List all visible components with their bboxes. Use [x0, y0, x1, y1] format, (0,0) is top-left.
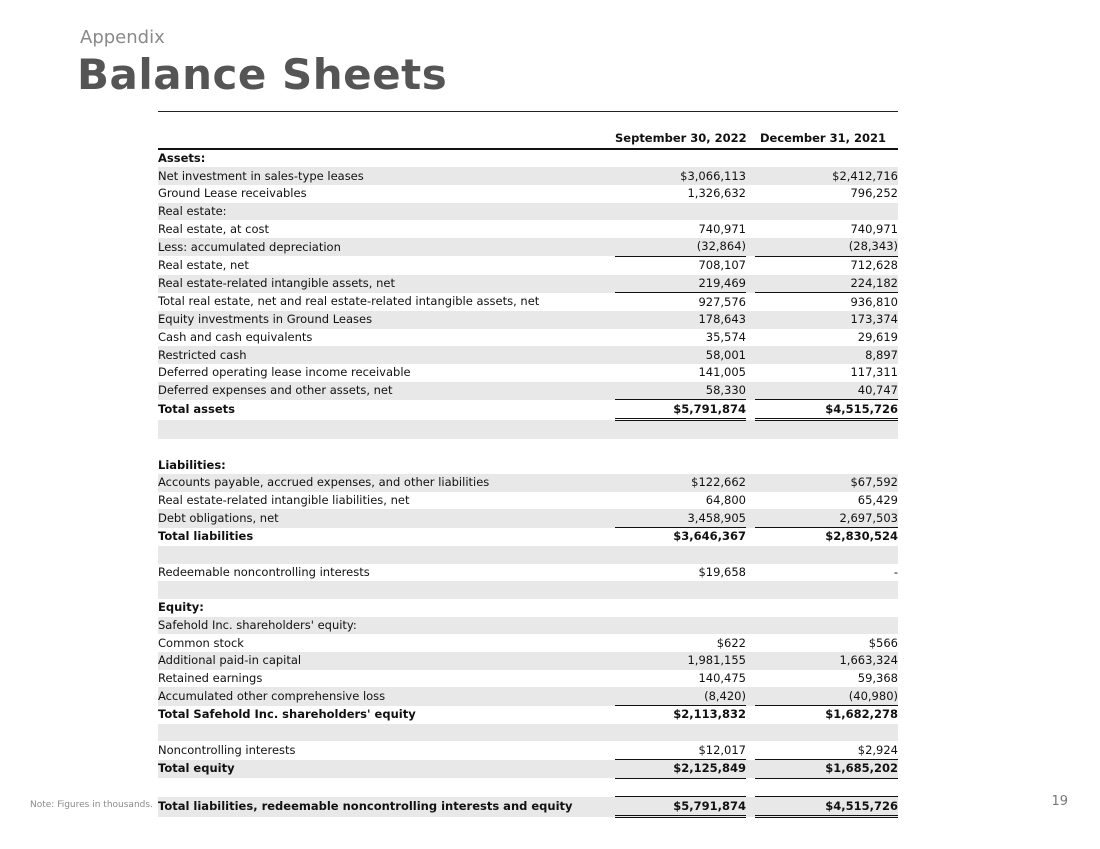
row-label: Real estate:: [158, 203, 615, 221]
table-row: [158, 256, 898, 274]
spacer-row: [158, 581, 898, 599]
value-2022: $2,125,849: [615, 760, 746, 779]
spacer-row: [158, 778, 898, 797]
row-label: Restricted cash: [158, 346, 615, 364]
table-row: [158, 474, 898, 492]
header-divider: [158, 111, 898, 112]
value-2021: 117,311: [850, 365, 898, 380]
value-2022: $12,017: [615, 741, 746, 759]
row-label: Redeemable noncontrolling interests: [158, 564, 370, 579]
table-row: [158, 670, 898, 688]
table-row: [158, 634, 898, 652]
table-row: [158, 167, 898, 185]
section-kicker: Appendix: [80, 27, 165, 48]
spacer-row: [158, 420, 898, 439]
value-2021: $2,924: [755, 741, 898, 759]
value-2021: 1,663,324: [755, 652, 898, 670]
value-2022: $19,658: [698, 564, 746, 579]
column-header-sep-2022: September 30, 2022: [615, 130, 746, 149]
value-2021: $4,515,726: [755, 400, 898, 420]
value-2021: $2,412,716: [755, 167, 898, 185]
table-row: [158, 149, 898, 168]
balance-sheet-table: [158, 130, 898, 818]
value-2021: 59,368: [857, 670, 898, 685]
spacer-row: [158, 546, 898, 564]
table-row: [158, 599, 898, 617]
value-2021: -: [893, 564, 898, 579]
value-2021: $1,682,278: [825, 707, 898, 722]
value-2021: 173,374: [755, 311, 898, 329]
value-2021: (28,343): [755, 238, 898, 256]
row-label: Accumulated other comprehensive loss: [158, 687, 615, 705]
value-2021: 2,697,503: [755, 509, 898, 527]
table-row: [158, 203, 898, 221]
table-row: [158, 293, 898, 311]
table-row: [158, 528, 898, 546]
value-2021: 8,897: [755, 346, 898, 364]
table-row: [158, 741, 898, 759]
table-row: [158, 346, 898, 364]
page-number: 19: [1051, 794, 1068, 809]
row-label: Ground Lease receivables: [158, 186, 307, 201]
table-row: [158, 238, 898, 256]
row-label: Deferred expenses and other assets, net: [158, 382, 615, 400]
table-row: [158, 456, 898, 474]
section-heading: Equity:: [158, 600, 204, 615]
table-row: [158, 275, 898, 293]
row-label: Real estate, at cost: [158, 221, 270, 236]
value-2022: (32,864): [615, 238, 746, 256]
table-row: [158, 760, 898, 779]
row-label: Equity investments in Ground Leases: [158, 311, 615, 329]
row-label: Additional paid-in capital: [158, 652, 615, 670]
table-row: [158, 687, 898, 705]
row-label: Real estate-related intangible liabilities, net: [158, 493, 410, 508]
row-label: Real estate, net: [158, 257, 249, 272]
row-label: Net investment in sales-type leases: [158, 167, 615, 185]
value-2021: 712,628: [850, 258, 898, 273]
table-row: [158, 797, 898, 817]
table-row: [158, 509, 898, 527]
row-label: Total Safehold Inc. shareholders' equity: [158, 707, 416, 722]
footnote: Note: Figures in thousands.: [30, 800, 153, 810]
value-2022: 58,330: [615, 382, 746, 400]
value-2021: $4,515,726: [755, 797, 898, 817]
value-2021: 65,429: [857, 493, 898, 508]
row-label: Debt obligations, net: [158, 509, 615, 527]
row-label: Cash and cash equivalents: [158, 329, 313, 344]
value-2021: $67,592: [755, 474, 898, 492]
table-header-row: [158, 130, 898, 149]
row-label: Total equity: [158, 760, 615, 779]
row-label: Noncontrolling interests: [158, 742, 296, 757]
value-2022: 708,107: [698, 258, 746, 273]
value-2022: 58,001: [615, 346, 746, 364]
value-2022: 35,574: [705, 329, 746, 344]
value-2021: 796,252: [850, 186, 898, 201]
row-label: Total liabilities: [158, 529, 254, 544]
table-row: [158, 364, 898, 382]
value-2022: $122,662: [615, 474, 746, 492]
value-2022: 219,469: [615, 275, 746, 293]
section-heading: Assets:: [158, 151, 206, 166]
value-2022: 3,458,905: [615, 509, 746, 527]
row-label: Total assets: [158, 402, 236, 417]
row-label: Accounts payable, accrued expenses, and other liabilities: [158, 474, 615, 492]
row-label: Real estate-related intangible assets, net: [158, 275, 615, 293]
table-row: [158, 706, 898, 724]
row-label: Common stock: [158, 635, 244, 650]
spacer-row: [158, 439, 898, 457]
value-2021: 40,747: [755, 382, 898, 400]
row-label: Total liabilities, redeemable noncontrolling interests and equity: [158, 797, 615, 817]
value-2021: $1,685,202: [755, 760, 898, 779]
column-header-dec-2021: December 31, 2021: [755, 130, 898, 149]
table-row: [158, 492, 898, 510]
table-row: [158, 400, 898, 420]
header-gap: [746, 130, 755, 149]
value-2022: $3,646,367: [673, 529, 746, 544]
table-row: [158, 652, 898, 670]
spacer-row: [158, 724, 898, 742]
table-row: [158, 382, 898, 400]
table-row: [158, 329, 898, 347]
value-2022: $3,066,113: [615, 167, 746, 185]
table-row: [158, 617, 898, 635]
value-2022: $622: [716, 635, 746, 650]
value-2021: $566: [868, 635, 898, 650]
table-row: [158, 564, 898, 582]
value-2022: 140,475: [698, 670, 746, 685]
value-2022: 927,576: [698, 294, 746, 309]
value-2021: $2,830,524: [825, 529, 898, 544]
value-2021: 29,619: [857, 329, 898, 344]
value-2022: $5,791,874: [615, 400, 746, 420]
value-2022: (8,420): [615, 687, 746, 705]
row-label: Safehold Inc. shareholders' equity:: [158, 617, 615, 635]
table-row: [158, 311, 898, 329]
section-heading: Liabilities:: [158, 457, 226, 472]
value-2022: $5,791,874: [615, 797, 746, 817]
table-row: [158, 185, 898, 203]
value-2021: 936,810: [850, 294, 898, 309]
value-2022: 1,981,155: [615, 652, 746, 670]
value-2022: 178,643: [615, 311, 746, 329]
value-2022: 64,800: [705, 493, 746, 508]
value-2021: 740,971: [850, 221, 898, 236]
value-2022: 1,326,632: [687, 186, 746, 201]
value-2021: 224,182: [755, 275, 898, 293]
page-title: Balance Sheets: [77, 50, 448, 99]
value-2022: $2,113,832: [673, 707, 746, 722]
row-label: Less: accumulated depreciation: [158, 238, 615, 256]
value-2022: 141,005: [698, 365, 746, 380]
row-label: Retained earnings: [158, 670, 263, 685]
value-2022: 740,971: [698, 221, 746, 236]
row-label: Total real estate, net and real estate-related intangible assets, net: [158, 294, 540, 309]
row-label: Deferred operating lease income receivable: [158, 365, 411, 380]
table-row: [158, 220, 898, 238]
value-2021: (40,980): [755, 687, 898, 705]
header-blank: [158, 130, 615, 149]
